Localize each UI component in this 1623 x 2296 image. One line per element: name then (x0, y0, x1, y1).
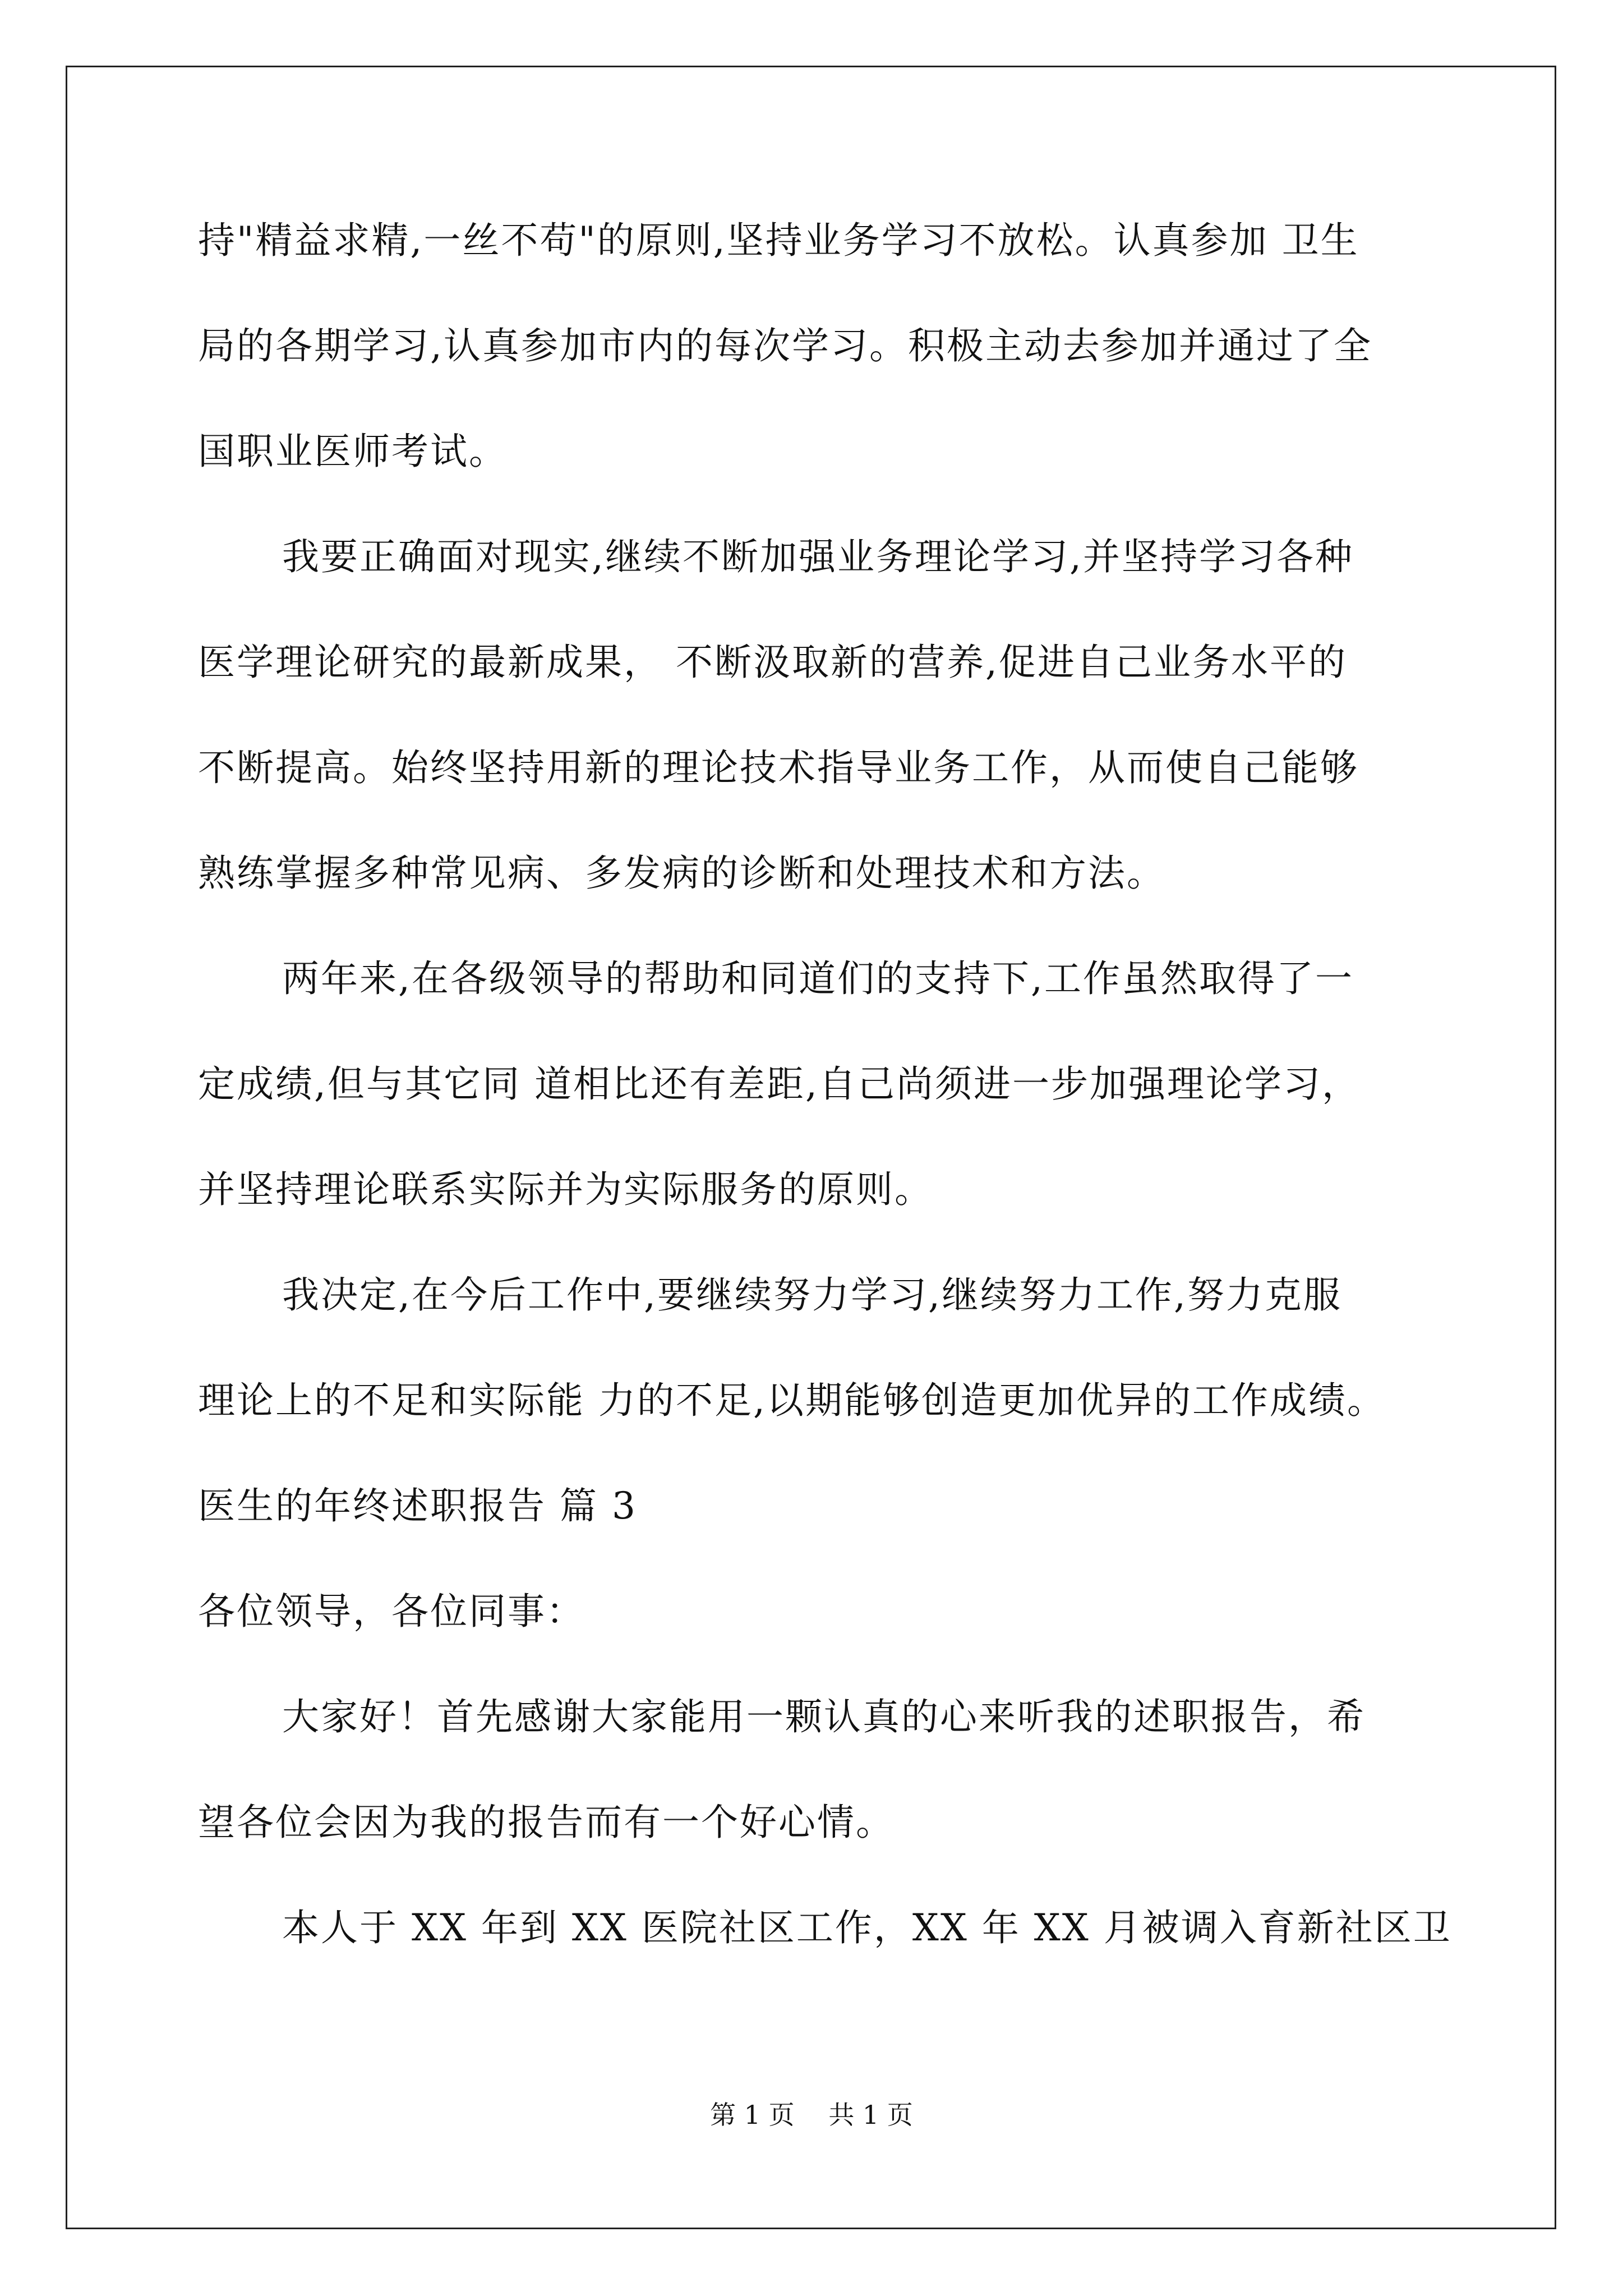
paragraph-line: 定成绩,但与其它同 道相比还有差距,自己尚须进一步加强理论学习， (198, 1062, 1361, 1106)
document-body (198, 215, 1452, 2008)
paragraph-line: 本人于 XX 年到 XX 医院社区工作，XX 年 XX 月被调入育新社区卫 (282, 1906, 1452, 1949)
paragraph-line: 理论上的不足和实际能 力的不足,以期能够创造更加优异的工作成绩。 (198, 1379, 1386, 1422)
paragraph-line: 持"精益求精,一丝不苟"的原则,坚持业务学习不放松。认真参加 卫生 (198, 219, 1359, 262)
paragraph-line: 大家好！首先感谢大家能用一颗认真的心来听我的述职报告，希 (282, 1695, 1366, 1738)
paragraph-line: 不断提高。始终坚持用新的理论技术指导业务工作，从而使自己能够 (198, 746, 1359, 789)
page-footer (0, 2098, 1623, 2132)
paragraph-line: 望各位会因为我的报告而有一个好心情。 (198, 1801, 895, 1844)
paragraph-line: 我要正确面对现实,继续不断加强业务理论学习,并坚持学习各种 (282, 535, 1354, 578)
page-number: 第 1 页 (710, 2100, 795, 2130)
section-heading: 医生的年终述职报告 篇 3 (198, 1484, 637, 1527)
page-total: 共 1 页 (828, 2100, 913, 2130)
paragraph-line: 医学理论研究的最新成果， 不断汲取新的营养,促进自己业务水平的 (198, 641, 1347, 684)
paragraph-line: 熟练掌握多种常见病、多发病的诊断和处理技术和方法。 (198, 852, 1165, 895)
paragraph-line: 国职业医师考试。 (198, 430, 508, 473)
paragraph-line: 两年来,在各级领导的帮助和同道们的支持下,工作虽然取得了一 (282, 957, 1354, 1000)
paragraph-line: 我决定,在今后工作中,要继续努力学习,继续努力工作,努力克服 (282, 1273, 1342, 1317)
salutation: 各位领导，各位同事： (198, 1590, 585, 1633)
paragraph-line: 并坚持理论联系实际并为实际服务的原则。 (198, 1168, 933, 1211)
paragraph-line: 局的各期学习,认真参加市内的每次学习。积极主动去参加并通过了全 (198, 324, 1372, 367)
